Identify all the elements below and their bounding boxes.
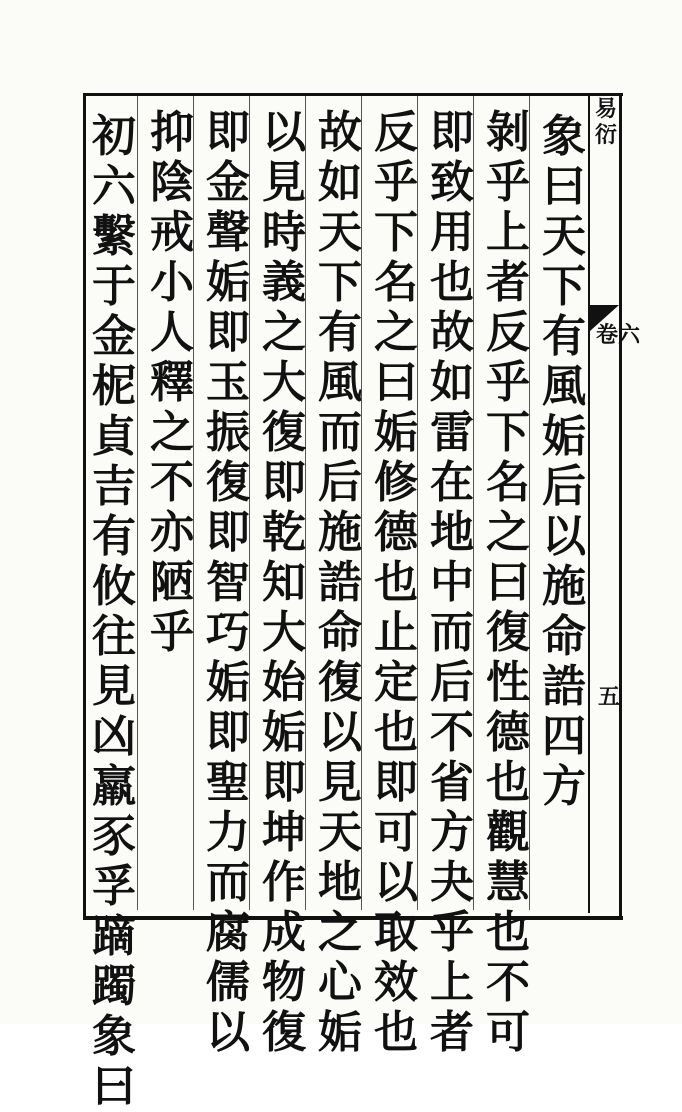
text-character: 復 bbox=[486, 607, 530, 658]
text-character: 命 bbox=[542, 611, 586, 662]
text-character: 后 bbox=[318, 457, 362, 508]
text-character: 也 bbox=[374, 707, 418, 758]
text-character: 玉 bbox=[206, 357, 250, 408]
text-character: 雷 bbox=[430, 407, 474, 458]
text-character: 乎 bbox=[486, 357, 530, 408]
text-character: 陰 bbox=[150, 157, 194, 208]
text-character: 效 bbox=[374, 957, 418, 1008]
text-character: 巧 bbox=[206, 607, 250, 658]
text-character: 如 bbox=[318, 157, 362, 208]
text-character: 性 bbox=[486, 657, 530, 708]
text-character: 誥 bbox=[542, 661, 586, 712]
text-character: 之 bbox=[262, 307, 306, 358]
text-character: 象 bbox=[92, 1011, 136, 1062]
text-character: 見 bbox=[262, 157, 306, 208]
text-character: 見 bbox=[318, 757, 362, 808]
text-character: 聲 bbox=[206, 207, 250, 258]
text-character: 成 bbox=[262, 907, 306, 958]
text-character: 德 bbox=[374, 507, 418, 558]
text-character: 也 bbox=[486, 907, 530, 958]
frame-outer-right-border bbox=[619, 93, 622, 917]
text-character: 姤 bbox=[542, 411, 586, 462]
text-column-5 bbox=[314, 108, 366, 1058]
text-character: 可 bbox=[486, 1007, 530, 1058]
text-character: 四 bbox=[542, 711, 586, 762]
text-character: 姤 bbox=[206, 657, 250, 708]
folio-number: 五 bbox=[598, 684, 621, 710]
text-character: 曰 bbox=[542, 161, 586, 212]
text-character: 物 bbox=[262, 957, 306, 1008]
text-character: 以 bbox=[318, 707, 362, 758]
text-character: 金 bbox=[206, 157, 250, 208]
text-character: 如 bbox=[430, 357, 474, 408]
text-character: 省 bbox=[430, 757, 474, 808]
text-character: 復 bbox=[262, 407, 306, 458]
text-character: 抑 bbox=[150, 107, 194, 158]
text-character: 即 bbox=[206, 107, 250, 158]
text-character: 之 bbox=[374, 307, 418, 358]
text-character: 施 bbox=[318, 507, 362, 558]
book-title-character: 衍 bbox=[594, 122, 617, 148]
text-character: 也 bbox=[486, 757, 530, 808]
text-character: 天 bbox=[318, 807, 362, 858]
text-character: 者 bbox=[430, 1007, 474, 1058]
text-column-1 bbox=[538, 112, 590, 812]
text-character: 作 bbox=[262, 857, 306, 908]
text-character: 剝 bbox=[486, 107, 530, 158]
text-character: 乾 bbox=[262, 507, 306, 558]
text-character: 復 bbox=[206, 457, 250, 508]
text-character: 振 bbox=[206, 407, 250, 458]
text-character: 有 bbox=[318, 307, 362, 358]
text-character: 曰 bbox=[92, 1061, 136, 1112]
text-character: 以 bbox=[542, 511, 586, 562]
text-character: 不 bbox=[150, 457, 194, 508]
text-character: 乎 bbox=[150, 607, 194, 658]
juan-label: 卷六 bbox=[596, 322, 641, 348]
text-character: 天 bbox=[318, 207, 362, 258]
text-character: 釋 bbox=[150, 357, 194, 408]
text-character: 風 bbox=[318, 357, 362, 408]
text-character: 大 bbox=[262, 357, 306, 408]
text-character: 乎 bbox=[374, 157, 418, 208]
text-character: 復 bbox=[318, 657, 362, 708]
text-character: 方 bbox=[430, 807, 474, 858]
text-column-7 bbox=[202, 108, 254, 1058]
text-character: 定 bbox=[374, 657, 418, 708]
text-character: 在 bbox=[430, 457, 474, 508]
book-title-label bbox=[594, 96, 618, 148]
text-character: 即 bbox=[206, 507, 250, 558]
text-character: 反 bbox=[486, 307, 530, 358]
text-character: 戒 bbox=[150, 207, 194, 258]
text-character: 躅 bbox=[92, 961, 136, 1012]
text-character: 乎 bbox=[486, 157, 530, 208]
text-character: 即 bbox=[374, 757, 418, 808]
text-character: 柅 bbox=[92, 361, 136, 412]
text-character: 以 bbox=[262, 107, 306, 158]
text-character: 者 bbox=[486, 257, 530, 308]
text-character: 即 bbox=[262, 757, 306, 808]
text-character: 姤 bbox=[374, 407, 418, 458]
text-character: 貞 bbox=[92, 411, 136, 462]
text-column-2 bbox=[482, 108, 534, 1058]
text-character: 金 bbox=[92, 311, 136, 362]
text-character: 下 bbox=[374, 207, 418, 258]
text-character: 心 bbox=[318, 957, 362, 1008]
text-character: 上 bbox=[430, 957, 474, 1008]
text-character: 乎 bbox=[430, 907, 474, 958]
text-character: 不 bbox=[430, 707, 474, 758]
text-character: 初 bbox=[92, 111, 136, 162]
text-character: 也 bbox=[430, 257, 474, 308]
text-character: 觀 bbox=[486, 807, 530, 858]
text-character: 誥 bbox=[318, 557, 362, 608]
text-character: 止 bbox=[374, 607, 418, 658]
text-character: 腐 bbox=[206, 907, 250, 958]
text-character: 曰 bbox=[374, 357, 418, 408]
text-character: 大 bbox=[262, 607, 306, 658]
text-character: 故 bbox=[318, 107, 362, 158]
text-character: 坤 bbox=[262, 807, 306, 858]
text-character: 姤 bbox=[206, 257, 250, 308]
text-character: 夬 bbox=[430, 857, 474, 908]
text-character: 吉 bbox=[92, 461, 136, 512]
text-character: 名 bbox=[486, 457, 530, 508]
text-character: 于 bbox=[92, 261, 136, 312]
text-character: 地 bbox=[430, 507, 474, 558]
text-character: 以 bbox=[206, 1007, 250, 1058]
text-character: 后 bbox=[542, 461, 586, 512]
text-character: 有 bbox=[542, 311, 586, 362]
text-column-4 bbox=[370, 108, 422, 1058]
text-character: 姤 bbox=[318, 1007, 362, 1058]
text-character: 攸 bbox=[92, 561, 136, 612]
text-character: 蹢 bbox=[92, 911, 136, 962]
text-character: 即 bbox=[430, 107, 474, 158]
text-character: 致 bbox=[430, 157, 474, 208]
text-character: 智 bbox=[206, 557, 250, 608]
text-character: 也 bbox=[374, 1007, 418, 1058]
text-column-8 bbox=[146, 108, 198, 658]
text-character: 風 bbox=[542, 361, 586, 412]
text-character: 取 bbox=[374, 907, 418, 958]
text-character: 聖 bbox=[206, 757, 250, 808]
text-character: 而 bbox=[430, 607, 474, 658]
text-character: 象 bbox=[542, 111, 586, 162]
text-character: 有 bbox=[92, 511, 136, 562]
text-character: 下 bbox=[542, 261, 586, 312]
text-column-9 bbox=[88, 112, 140, 1112]
text-character: 以 bbox=[374, 857, 418, 908]
text-character: 始 bbox=[262, 657, 306, 708]
text-character: 往 bbox=[92, 611, 136, 662]
text-character: 曰 bbox=[486, 557, 530, 608]
text-character: 之 bbox=[486, 507, 530, 558]
text-character: 即 bbox=[262, 457, 306, 508]
text-character: 力 bbox=[206, 807, 250, 858]
text-character: 即 bbox=[206, 707, 250, 758]
text-character: 故 bbox=[430, 307, 474, 358]
text-character: 知 bbox=[262, 557, 306, 608]
text-character: 慧 bbox=[486, 857, 530, 908]
text-character: 后 bbox=[430, 657, 474, 708]
text-character: 豕 bbox=[92, 811, 136, 862]
text-character: 反 bbox=[374, 107, 418, 158]
text-character: 羸 bbox=[92, 761, 136, 812]
book-title-character: 易 bbox=[594, 96, 617, 122]
text-character: 修 bbox=[374, 457, 418, 508]
text-character: 而 bbox=[206, 857, 250, 908]
text-character: 天 bbox=[542, 211, 586, 262]
text-character: 之 bbox=[150, 407, 194, 458]
text-character: 人 bbox=[150, 307, 194, 358]
text-character: 名 bbox=[374, 257, 418, 308]
text-column-3 bbox=[426, 108, 478, 1058]
text-character: 陋 bbox=[150, 557, 194, 608]
text-character: 而 bbox=[318, 407, 362, 458]
text-character: 用 bbox=[430, 207, 474, 258]
text-character: 即 bbox=[206, 307, 250, 358]
text-character: 下 bbox=[486, 407, 530, 458]
text-column-6 bbox=[258, 108, 310, 1058]
text-character: 凶 bbox=[92, 711, 136, 762]
text-character: 六 bbox=[92, 161, 136, 212]
text-character: 姤 bbox=[262, 707, 306, 758]
text-character: 德 bbox=[486, 707, 530, 758]
text-character: 亦 bbox=[150, 507, 194, 558]
text-character: 也 bbox=[374, 557, 418, 608]
text-character: 命 bbox=[318, 607, 362, 658]
text-character: 中 bbox=[430, 557, 474, 608]
text-character: 小 bbox=[150, 257, 194, 308]
text-character: 上 bbox=[486, 207, 530, 258]
text-character: 下 bbox=[318, 257, 362, 308]
text-character: 義 bbox=[262, 257, 306, 308]
text-character: 可 bbox=[374, 807, 418, 858]
text-character: 施 bbox=[542, 561, 586, 612]
text-character: 儒 bbox=[206, 957, 250, 1008]
text-character: 不 bbox=[486, 957, 530, 1008]
text-character: 之 bbox=[318, 907, 362, 958]
text-character: 地 bbox=[318, 857, 362, 908]
text-character: 見 bbox=[92, 661, 136, 712]
text-character: 復 bbox=[262, 1007, 306, 1058]
text-character: 繫 bbox=[92, 211, 136, 262]
text-character: 時 bbox=[262, 207, 306, 258]
text-character: 方 bbox=[542, 761, 586, 812]
text-character: 孚 bbox=[92, 861, 136, 912]
